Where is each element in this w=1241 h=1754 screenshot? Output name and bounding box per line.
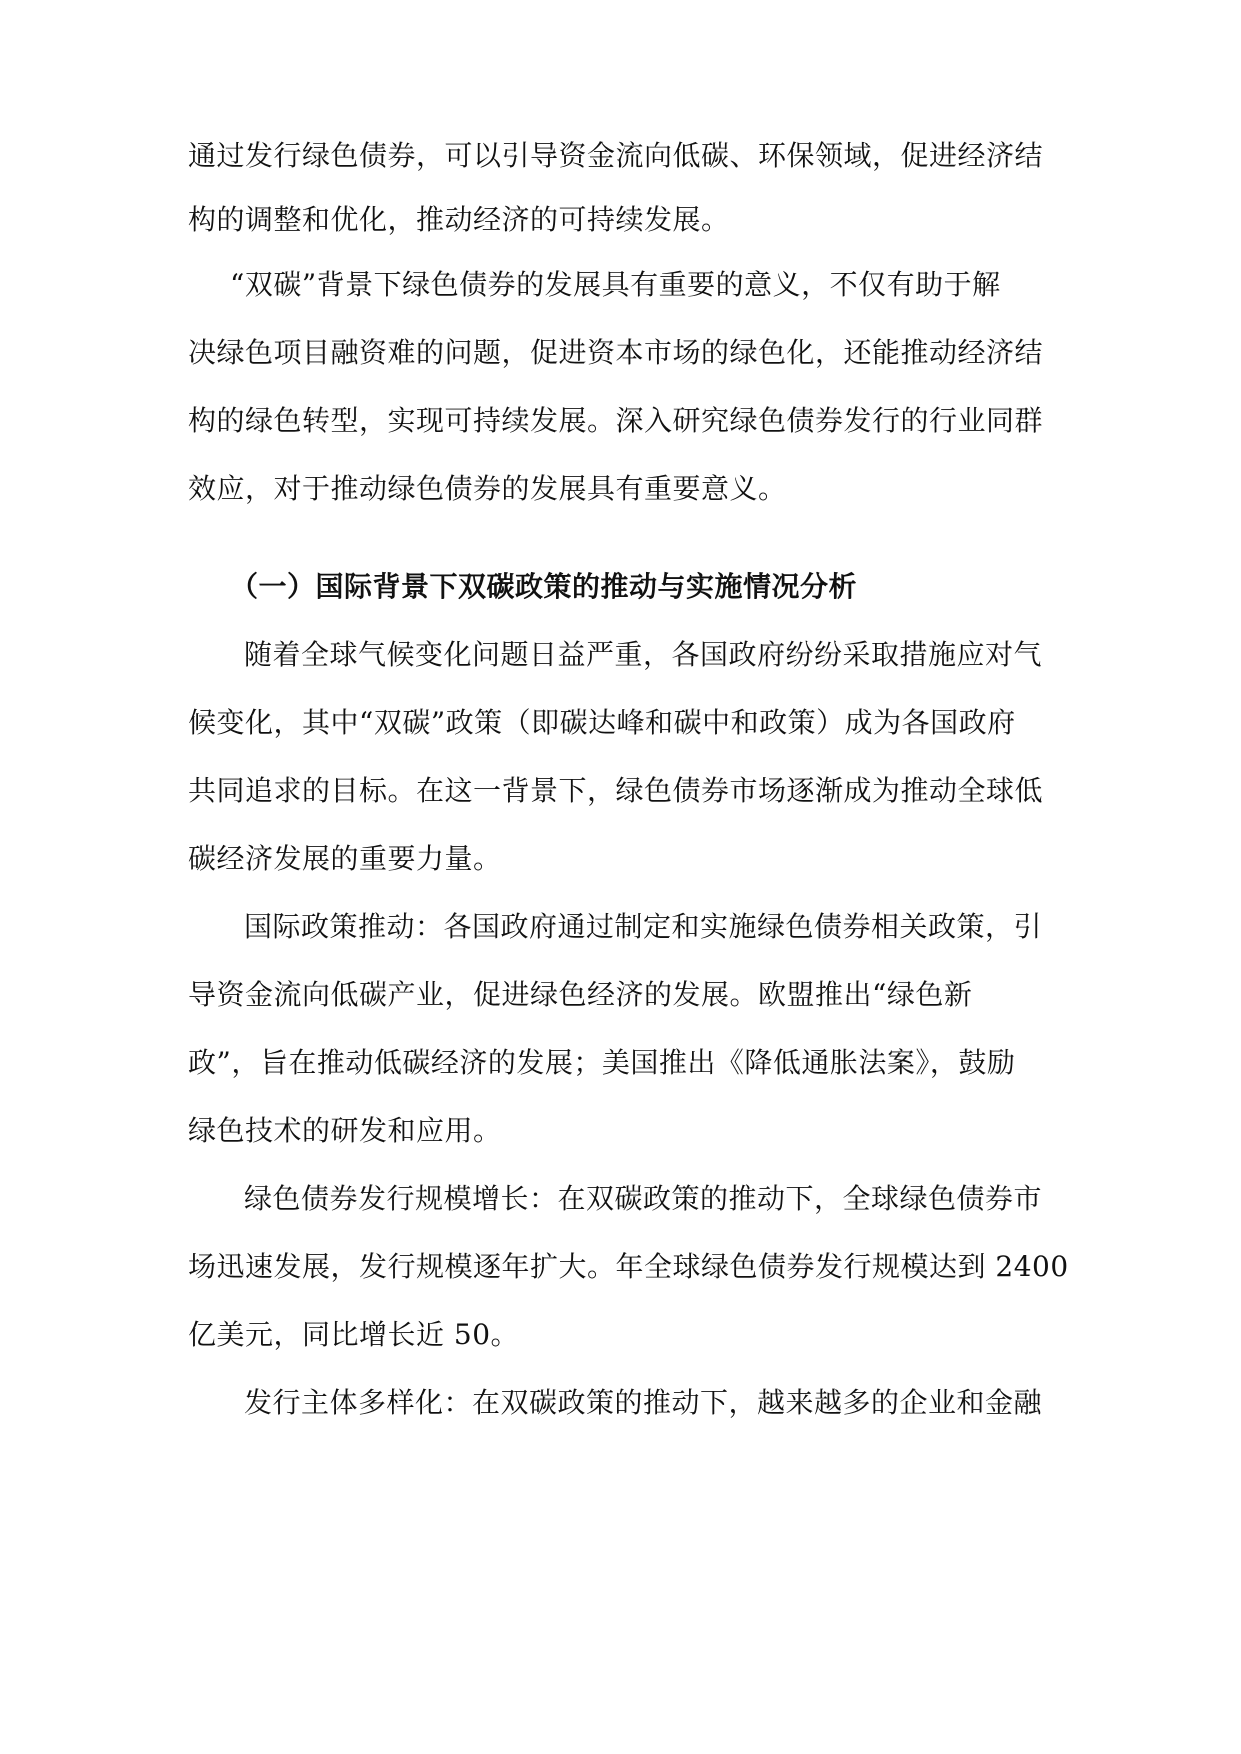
paragraph-first-line: 国际政策推动：各国政府通过制定和实施绿色债券相关政策，引: [244, 910, 1043, 943]
body-text-line: 构的调整和优化，推动经济的可持续发展。: [188, 203, 730, 236]
body-text-line: 场迅速发展，发行规模逐年扩大。年全球绿色债券发行规模达到 2400: [188, 1250, 1069, 1283]
body-text-line: 导资金流向低碳产业，促进绿色经济的发展。欧盟推出“绿色新: [188, 978, 973, 1011]
body-text-line: 效应，对于推动绿色债券的发展具有重要意义。: [188, 472, 787, 505]
body-text-line: 决绿色项目融资难的问题，促进资本市场的绿色化，还能推动经济结: [188, 336, 1044, 369]
body-text-line: 亿美元，同比增长近 50。: [188, 1318, 520, 1351]
paragraph-first-line: “双碳”背景下绿色债券的发展具有重要的意义，不仅有助于解: [230, 268, 1001, 301]
body-text-line: 通过发行绿色债券，可以引导资金流向低碳、环保领域，促进经济结: [188, 139, 1044, 172]
body-text-line: 候变化，其中“双碳”政策（即碳达峰和碳中和政策）成为各国政府: [188, 706, 1016, 739]
paragraph-first-line: 发行主体多样化：在双碳政策的推动下，越来越多的企业和金融: [244, 1386, 1043, 1419]
section-heading: （一）国际背景下双碳政策的推动与实施情况分析: [230, 570, 858, 603]
body-text-line: 共同追求的目标。在这一背景下，绿色债券市场逐渐成为推动全球低: [188, 774, 1044, 807]
paragraph-first-line: 随着全球气候变化问题日益严重，各国政府纷纷采取措施应对气: [244, 638, 1043, 671]
body-text-line: 政”，旨在推动低碳经济的发展；美国推出《降低通胀法案》，鼓励: [188, 1046, 1016, 1079]
paragraph-first-line: 绿色债券发行规模增长：在双碳政策的推动下，全球绿色债券市: [244, 1182, 1043, 1215]
body-text-line: 构的绿色转型，实现可持续发展。深入研究绿色债券发行的行业同群: [188, 404, 1044, 437]
body-text-line: 绿色技术的研发和应用。: [188, 1114, 502, 1147]
body-text-line: 碳经济发展的重要力量。: [188, 842, 502, 875]
